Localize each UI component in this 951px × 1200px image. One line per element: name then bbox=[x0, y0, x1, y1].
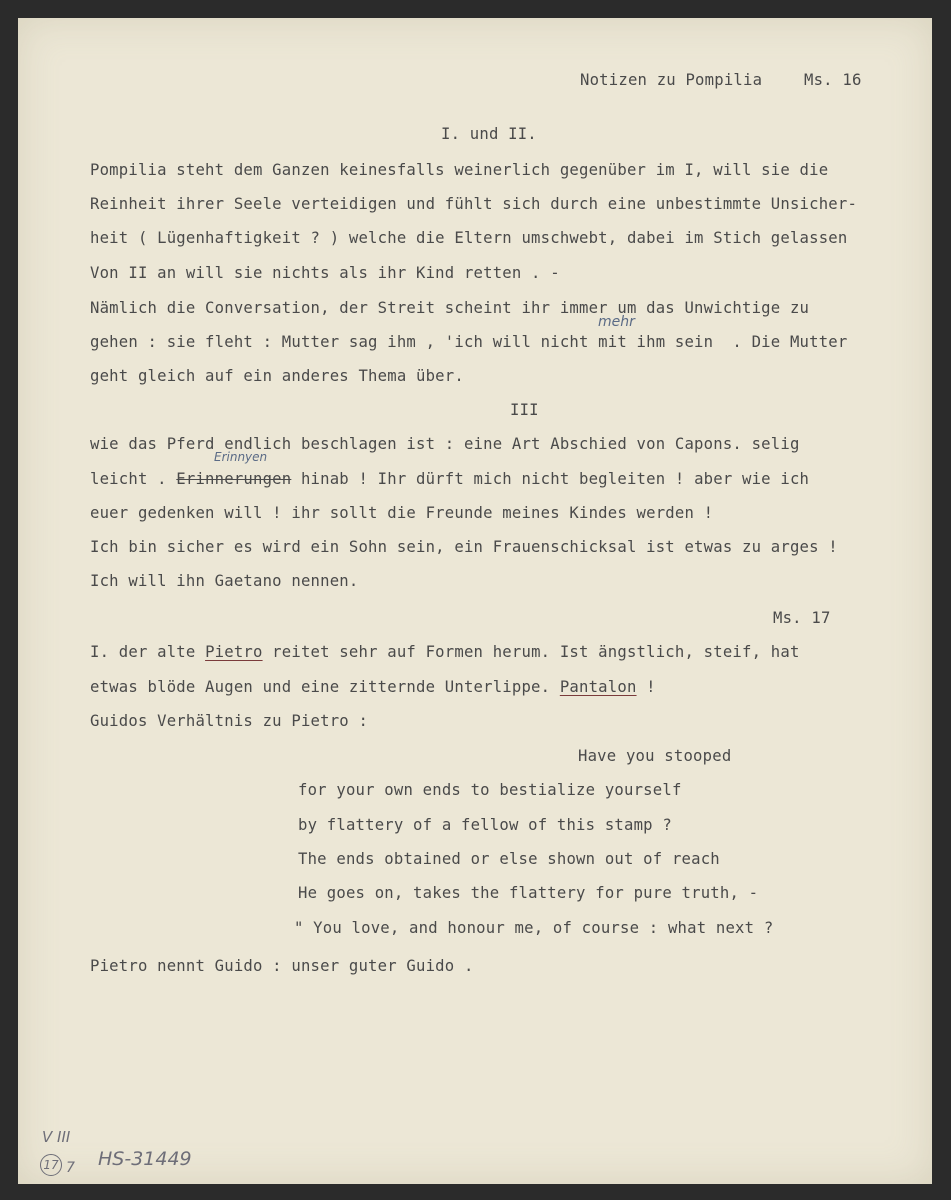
manuscript-number: Ms. 16 bbox=[804, 71, 862, 89]
text-fragment: I. der alte bbox=[90, 643, 206, 661]
text-line: geht gleich auf ein anderes Thema über. bbox=[90, 367, 464, 385]
archive-mark: 7 bbox=[66, 1160, 75, 1176]
text-line bbox=[90, 642, 800, 662]
quote-line: Have you stooped bbox=[578, 747, 732, 765]
shelfmark: HS-31449 bbox=[98, 1148, 192, 1170]
text-line: Pietro nennt Guido : unser guter Guido . bbox=[90, 957, 474, 975]
text-fragment: hinab ! Ihr dürft mich nicht begleiten ! aber wie ich bbox=[291, 470, 810, 488]
text-line bbox=[90, 677, 656, 697]
underlined-name: Pantalon bbox=[559, 678, 637, 696]
handwritten-insertion: Erinnyen bbox=[214, 450, 268, 464]
text-line: Guidos Verhältnis zu Pietro : bbox=[90, 712, 369, 730]
text-line: heit ( Lügenhaftigkeit ? ) welche die Eltern umschwebt, dabei im Stich gelassen bbox=[90, 229, 848, 247]
archive-mark-circled: 17 bbox=[40, 1154, 62, 1176]
text-line: Ich will ihn Gaetano nennen. bbox=[90, 572, 359, 590]
quote-line: He goes on, takes the flattery for pure truth, - bbox=[298, 884, 759, 902]
quote-line: The ends obtained or else shown out of reach bbox=[298, 850, 720, 868]
quote-line: for your own ends to bestialize yourself bbox=[298, 781, 682, 799]
text-fragment: reitet sehr auf Formen herum. Ist ängstlich, steif, hat bbox=[262, 643, 800, 661]
text-line: Ich bin sicher es wird ein Sohn sein, ein Frauenschicksal ist etwas zu arges ! bbox=[90, 538, 838, 556]
text-line: Von II an will sie nichts als ihr Kind retten . - bbox=[90, 264, 560, 282]
handwritten-insertion: mehr bbox=[598, 314, 635, 330]
text-line: Pompilia steht dem Ganzen keinesfalls weinerlich gegenüber im I, will sie die bbox=[90, 161, 829, 179]
document-page bbox=[18, 18, 932, 1184]
text-fragment: ! bbox=[636, 678, 656, 696]
struck-word: Erinnerungen bbox=[176, 470, 292, 488]
text-line: euer gedenken will ! ihr sollt die Freunde meines Kindes werden ! bbox=[90, 504, 714, 522]
text-line: gehen : sie fleht : Mutter sag ihm , 'ich will nicht mit ihm sein . Die Mutter bbox=[90, 333, 848, 351]
archive-mark: V III bbox=[42, 1128, 71, 1146]
text-fragment: etwas blöde Augen und eine zitternde Unterlippe. bbox=[90, 678, 560, 696]
text-line: wie das Pferd endlich beschlagen ist : eine Art Abschied von Capons. selig bbox=[90, 435, 800, 453]
text-line: Nämlich die Conversation, der Streit scheint ihr immer um das Unwichtige zu bbox=[90, 299, 810, 317]
text-line bbox=[90, 469, 809, 489]
section-heading-2: III bbox=[510, 401, 539, 419]
text-line: Reinheit ihrer Seele verteidigen und fühlt sich durch eine unbestimmte Unsicher- bbox=[90, 195, 858, 213]
document-title: Notizen zu Pompilia bbox=[580, 71, 763, 89]
text-fragment: leicht . bbox=[90, 470, 177, 488]
quote-line: by flattery of a fellow of this stamp ? bbox=[298, 816, 672, 834]
section-heading-1: I. und II. bbox=[441, 125, 537, 143]
quote-line: " You love, and honour me, of course : what next ? bbox=[294, 919, 774, 937]
underlined-name: Pietro bbox=[205, 643, 263, 661]
manuscript-number: Ms. 17 bbox=[773, 609, 831, 627]
